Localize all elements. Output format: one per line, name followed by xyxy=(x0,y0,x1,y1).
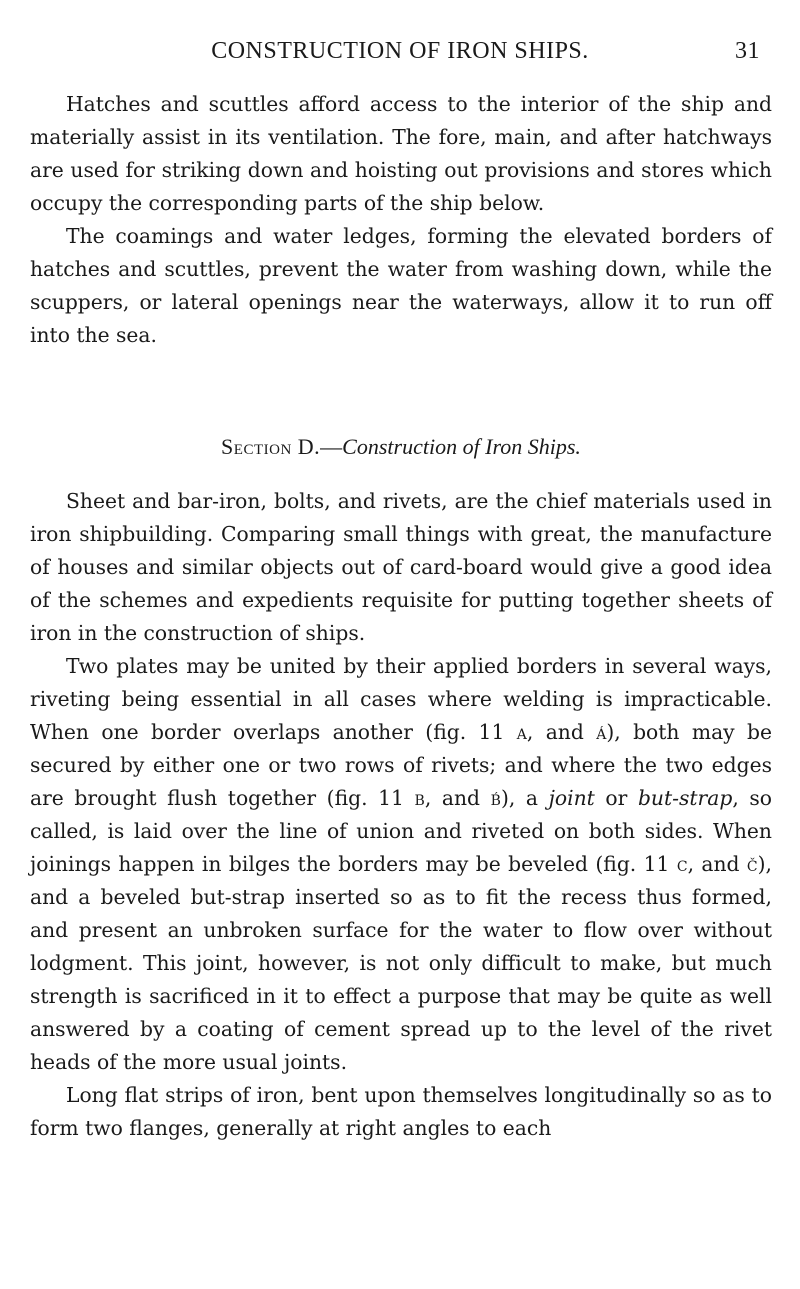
paragraph-plates xyxy=(30,650,772,1079)
paragraph-coamings: The coamings and water ledges, forming the elevated borders of hatches and scuttles, prevent the water from washing down, while the scuppers, or lateral openings near the waterways, allow it to run off into the sea. xyxy=(30,224,772,347)
paragraph-materials: Sheet and bar-iron, bolts, and rivets, are the chief materials used in iron shipbuilding. Comparing small things with great, the manufacture of houses and similar objects out of card-board would give a good idea of the schemes and expedients requisite for putting together sheets of iron in the construction of ships. xyxy=(30,489,772,645)
term-joint: joint xyxy=(548,786,595,810)
text-run: or xyxy=(594,786,638,810)
running-title: CONSTRUCTION OF IRON SHIPS. xyxy=(211,38,589,64)
figure-ref: á xyxy=(596,720,607,744)
text-run: Two plates may be united by their applied borders in several ways, riveting being essential in all cases where welding is impracticable. When one border overlaps another (fig. 11 xyxy=(30,654,772,744)
running-header xyxy=(0,38,800,74)
text-run: , and xyxy=(526,720,597,744)
text-run: , and xyxy=(687,852,747,876)
paragraph-hatches: Hatches and scuttles afford access to the interior of the ship and materially assist in its ventilation. The fore, main, and after hatchways are used for striking down and hoisting out provisions and stores which occupy the corresponding parts of the ship below. xyxy=(30,92,772,215)
text-block xyxy=(30,88,772,1145)
text-run: , so called, is laid over the line of union and riveted on both sides. When joinings happen in bilges the borders may be beveled (fig. 11 xyxy=(30,786,772,876)
term-but-strap: but-strap xyxy=(637,786,733,810)
text-run: ), both may be secured by either one or two rows of rivets; and where the two edges are brought flush together (fig. 11 xyxy=(30,720,773,810)
figure-ref: c xyxy=(676,852,688,876)
page-number: 31 xyxy=(735,38,760,64)
figure-ref: a xyxy=(516,720,527,744)
text-run: ), and a beveled but-strap inserted so as to fit the recess thus formed, and present an unbroken surface for the water to flow over without lodgment. This joint, however, is not only difficult to make, but much strength is sacrificed in it to effect a purpose that may be quite as well answered by a coating of cement spread up to the level of the rivet heads of the more usual joints. xyxy=(30,852,772,1074)
section-heading xyxy=(30,430,772,463)
section-title: Construction of Iron Ships. xyxy=(342,434,581,459)
figure-ref: b xyxy=(414,786,425,810)
section-label: Section D. xyxy=(221,434,321,459)
text-run: ), a xyxy=(500,786,549,810)
figure-ref: b́ xyxy=(490,786,501,810)
paragraph-flat-strips: Long flat strips of iron, bent upon themselves longitudinally so as to form two flanges, generally at right angles to each xyxy=(30,1083,772,1140)
text-run: , and xyxy=(424,786,491,810)
figure-ref: č xyxy=(746,852,758,876)
section-dash: — xyxy=(320,434,343,459)
